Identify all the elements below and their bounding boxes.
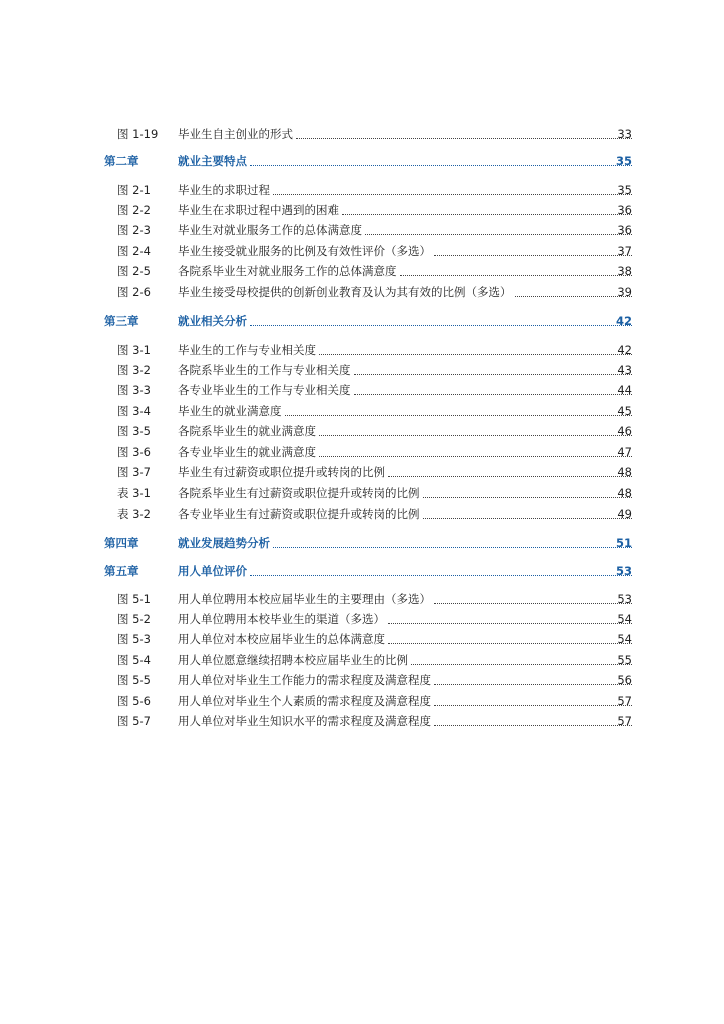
toc-entry-title-line (178, 181, 632, 199)
toc-entry-title-line (178, 341, 632, 359)
toc-entry-page-number: 56 (617, 673, 632, 687)
toc-entry-title-line (178, 610, 632, 628)
toc-entry-title-line (178, 651, 632, 669)
toc-entry-page-number: 57 (617, 714, 632, 728)
toc-entry-title: 用人单位聘用本校应届毕业生的主要理由（多选） (178, 592, 431, 606)
toc-entry-page-number: 37 (617, 244, 632, 258)
toc-figure-entry[interactable] (0, 262, 724, 280)
toc-figure-entry[interactable] (0, 181, 724, 199)
toc-entry-title-line (178, 422, 632, 440)
toc-entry-title: 毕业生对就业服务工作的总体满意度 (178, 223, 362, 237)
toc-entry-title: 各院系毕业生有过薪资或职位提升或转岗的比例 (178, 486, 420, 500)
dot-leader (423, 517, 633, 519)
dot-leader (342, 213, 632, 215)
toc-entry-title-line (178, 463, 632, 481)
toc-entry-title-line (178, 201, 632, 219)
dot-leader (400, 274, 633, 276)
toc-entry-page-number: 57 (617, 694, 632, 708)
toc-entry-title-line (178, 630, 632, 648)
toc-entry-page-number: 55 (617, 653, 632, 667)
toc-entry-title: 各专业毕业生的就业满意度 (178, 445, 316, 459)
toc-entry-title: 用人单位评价 (178, 564, 247, 578)
toc-figure-entry[interactable] (0, 590, 724, 608)
toc-entry-title: 毕业生接受母校提供的创新创业教育及认为其有效的比例（多选） (178, 285, 512, 299)
toc-entry-page-number: 38 (617, 264, 632, 278)
toc-figure-entry[interactable] (0, 630, 724, 648)
toc-entry-title-line (178, 671, 632, 689)
toc-entry-title: 毕业生自主创业的形式 (178, 127, 293, 141)
dot-leader (273, 546, 632, 548)
toc-figure-entry[interactable] (0, 505, 724, 523)
toc-entry-label: 第二章 (104, 154, 139, 168)
dot-leader (411, 663, 632, 665)
toc-entry-label: 图 5-1 (117, 592, 151, 606)
toc-entry-title: 用人单位对毕业生工作能力的需求程度及满意程度 (178, 673, 431, 687)
toc-entry-title-line (178, 221, 632, 239)
toc-entry-label: 图 3-5 (117, 424, 151, 438)
dot-leader (319, 434, 632, 436)
dot-leader (273, 193, 632, 195)
toc-entry-title: 用人单位对毕业生个人素质的需求程度及满意程度 (178, 694, 431, 708)
toc-entry-title-line (178, 361, 632, 379)
dot-leader (250, 574, 632, 576)
toc-entry-page-number: 35 (615, 154, 632, 168)
toc-figure-entry[interactable] (0, 341, 724, 359)
toc-entry-title-line (178, 152, 632, 170)
toc-entry-label: 图 5-4 (117, 653, 151, 667)
toc-entry-title: 就业相关分析 (178, 314, 247, 328)
toc-entry-label: 图 2-2 (117, 203, 151, 217)
toc-entry-page-number: 46 (617, 424, 632, 438)
toc-entry-title: 各院系毕业生的就业满意度 (178, 424, 316, 438)
toc-figure-entry[interactable] (0, 381, 724, 399)
toc-figure-entry[interactable] (0, 692, 724, 710)
toc-entry-page-number: 44 (617, 383, 632, 397)
toc-entry-label: 表 3-1 (117, 486, 151, 500)
toc-entry-title: 毕业生的求职过程 (178, 183, 270, 197)
toc-entry-title-line (178, 534, 632, 552)
toc-entry-title: 就业发展趋势分析 (178, 536, 270, 550)
toc-figure-entry[interactable] (0, 201, 724, 219)
toc-entry-page-number: 54 (617, 612, 632, 626)
toc-entry-title-line (178, 242, 632, 260)
toc-entry-label: 图 3-2 (117, 363, 151, 377)
dot-leader (388, 475, 632, 477)
toc-entry-label: 图 3-7 (117, 465, 151, 479)
toc-entry-page-number: 47 (617, 445, 632, 459)
toc-entry-title-line (178, 262, 632, 280)
toc-entry-title-line (178, 125, 632, 143)
toc-figure-entry[interactable] (0, 422, 724, 440)
toc-entry-title: 各院系毕业生对就业服务工作的总体满意度 (178, 264, 397, 278)
toc-entry-page-number: 39 (617, 285, 632, 299)
toc-entry-label: 图 5-6 (117, 694, 151, 708)
toc-figure-entry[interactable] (0, 651, 724, 669)
toc-entry-page-number: 48 (617, 465, 632, 479)
dot-leader (434, 254, 632, 256)
toc-entry-title: 用人单位聘用本校毕业生的渠道（多选） (178, 612, 385, 626)
toc-chapter-entry[interactable] (0, 152, 724, 170)
dot-leader (388, 642, 632, 644)
toc-entry-label: 第五章 (104, 564, 139, 578)
toc-entry-title-line (178, 484, 632, 502)
toc-entry-page-number: 51 (615, 536, 632, 550)
toc-entry-label: 图 5-5 (117, 673, 151, 687)
dot-leader (250, 164, 632, 166)
toc-figure-entry[interactable] (0, 361, 724, 379)
toc-entry-label: 表 3-2 (117, 507, 151, 521)
toc-entry-title: 用人单位对本校应届毕业生的总体满意度 (178, 632, 385, 646)
dot-leader (365, 233, 632, 235)
toc-entry-page-number: 42 (615, 314, 632, 328)
toc-figure-entry[interactable] (0, 443, 724, 461)
toc-entry-title-line (178, 590, 632, 608)
toc-entry-title: 各专业毕业生的工作与专业相关度 (178, 383, 351, 397)
toc-entry-title: 毕业生在求职过程中遇到的困难 (178, 203, 339, 217)
toc-entry-title: 毕业生有过薪资或职位提升或转岗的比例 (178, 465, 385, 479)
toc-figure-entry[interactable] (0, 610, 724, 628)
dot-leader (250, 324, 632, 326)
toc-entry-title-line (178, 692, 632, 710)
dot-leader (434, 704, 632, 706)
toc-entry-page-number: 53 (615, 564, 632, 578)
toc-figure-entry[interactable] (0, 712, 724, 730)
toc-entry-label: 图 3-1 (117, 343, 151, 357)
toc-entry-title: 用人单位对毕业生知识水平的需求程度及满意程度 (178, 714, 431, 728)
toc-figure-entry[interactable] (0, 242, 724, 260)
toc-chapter-entry[interactable] (0, 562, 724, 580)
toc-figure-entry[interactable] (0, 283, 724, 301)
toc-entry-title: 各院系毕业生的工作与专业相关度 (178, 363, 351, 377)
toc-entry-label: 图 3-6 (117, 445, 151, 459)
toc-entry-title-line (178, 505, 632, 523)
toc-entry-page-number: 42 (617, 343, 632, 357)
toc-entry-title: 毕业生的就业满意度 (178, 404, 282, 418)
toc-entry-label: 图 5-2 (117, 612, 151, 626)
dot-leader (423, 496, 633, 498)
dot-leader (434, 683, 632, 685)
toc-entry-label: 图 2-1 (117, 183, 151, 197)
toc-entry-page-number: 43 (617, 363, 632, 377)
dot-leader (319, 455, 632, 457)
toc-entry-label: 第四章 (104, 536, 139, 550)
toc-entry-page-number: 36 (617, 203, 632, 217)
toc-entry-label: 图 5-3 (117, 632, 151, 646)
toc-chapter-entry[interactable] (0, 312, 724, 330)
dot-leader (285, 414, 633, 416)
toc-entry-title-line (178, 562, 632, 580)
toc-entry-title: 各专业毕业生有过薪资或职位提升或转岗的比例 (178, 507, 420, 521)
toc-figure-entry[interactable] (0, 221, 724, 239)
toc-entry-page-number: 45 (617, 404, 632, 418)
toc-figure-entry[interactable] (0, 402, 724, 420)
dot-leader (434, 724, 632, 726)
toc-entry-page-number: 48 (617, 486, 632, 500)
toc-entry-label: 图 5-7 (117, 714, 151, 728)
toc-entry-title-line (178, 402, 632, 420)
dot-leader (354, 373, 633, 375)
toc-entry-page-number: 35 (617, 183, 632, 197)
toc-entry-title-line (178, 283, 632, 301)
toc-entry-title: 毕业生的工作与专业相关度 (178, 343, 316, 357)
toc-figure-entry[interactable] (0, 671, 724, 689)
toc-entry-title-line (178, 712, 632, 730)
toc-entry-label: 图 3-4 (117, 404, 151, 418)
toc-entry-label: 图 2-5 (117, 264, 151, 278)
toc-figure-entry[interactable] (0, 463, 724, 481)
toc-entry-label: 图 2-3 (117, 223, 151, 237)
dot-leader (434, 602, 632, 604)
toc-entry-page-number: 36 (617, 223, 632, 237)
toc-chapter-entry[interactable] (0, 534, 724, 552)
toc-entry-page-number: 53 (617, 592, 632, 606)
toc-entry-title: 就业主要特点 (178, 154, 247, 168)
toc-entry-label: 第三章 (104, 314, 139, 328)
toc-entry-page-number: 49 (617, 507, 632, 521)
toc-entry-title-line (178, 443, 632, 461)
toc-entry-title-line (178, 312, 632, 330)
toc-entry-title-line (178, 381, 632, 399)
toc-entry-title: 毕业生接受就业服务的比例及有效性评价（多选） (178, 244, 431, 258)
toc-figure-entry[interactable] (0, 125, 724, 143)
toc-entry-page-number: 54 (617, 632, 632, 646)
toc-entry-title: 用人单位愿意继续招聘本校应届毕业生的比例 (178, 653, 408, 667)
dot-leader (354, 393, 633, 395)
toc-entry-label: 图 3-3 (117, 383, 151, 397)
toc-entry-label: 图 1-19 (117, 127, 159, 141)
toc-entry-label: 图 2-4 (117, 244, 151, 258)
toc-entry-label: 图 2-6 (117, 285, 151, 299)
toc-entry-page-number: 33 (617, 127, 632, 141)
toc-figure-entry[interactable] (0, 484, 724, 502)
dot-leader (388, 622, 632, 624)
dot-leader (296, 137, 632, 139)
dot-leader (515, 295, 633, 297)
dot-leader (319, 353, 632, 355)
